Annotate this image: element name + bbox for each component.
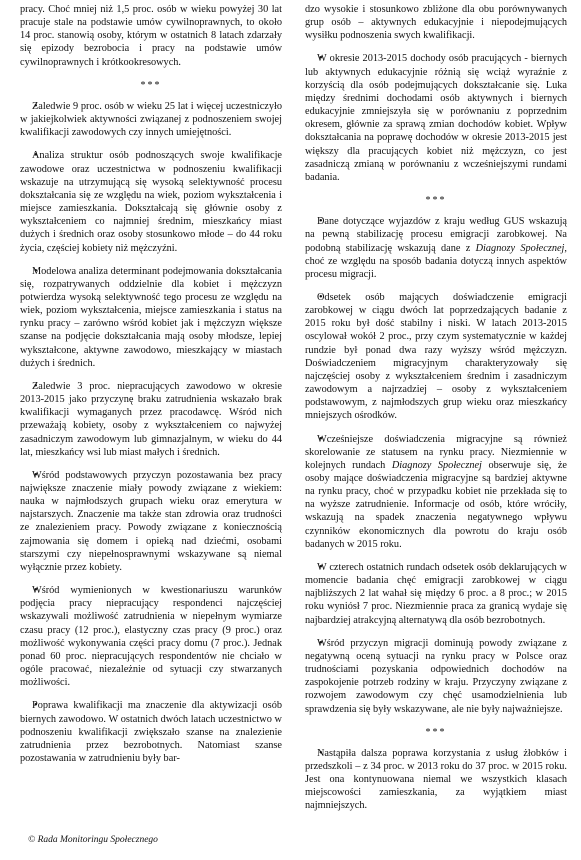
- copyright-footer: © Rada Monitoringu Społecznego: [28, 835, 158, 845]
- text-run: , choć ze względu na sposób badania dotyczą innych aspektów procesu migracji.: [305, 242, 567, 280]
- section-separator: ***: [425, 195, 447, 207]
- text-run: Wcześniejsze doświadczenia migracyjne są również skorelowanie ze statusem na rynku pracy. Niezmiennie w kolejnych rundach: [305, 433, 567, 471]
- bullet-paragraph: • Wśród przyczyn migracji dominują powody związane z negatywną oceną sytuacji na rynku pracy w Polsce oraz trudnościami pozyskania odpowiednich dochodów na zaspokojenie potrzeb rodziny w kraju. Przyczyny związane z rozwojem zawodowym czy chęć usamodzielnienia lub sprawdzenia się były wskazywane, ale nie były najważniejsze.: [305, 637, 567, 716]
- publication-title: Diagnozy Społecznej: [475, 242, 565, 254]
- bullet-paragraph: • Modelowa analiza determinant podejmowania dokształcania się, rozpatrywanych oddzielnie dla kobiet i mężczyzn potwierdza wysoką selektywność tego procesu ze względu na wiek, poziom wykształcenia, miejsce zamieszkania i status na rynku pracy – zarówno wśród kobiet jak i mężczyzn większe szanse na podjęcie dokształcania mają osoby młodsze, lepiej wykształcone, aktywne zawodowo, mieszkający w miastach dużych i średnich.: [20, 265, 282, 370]
- bullet-paragraph: • Poprawa kwalifikacji ma znaczenie dla aktywizacji osób biernych zawodowo. W ostatnich dwóch latach uczestnictwo w podnoszeniu kwalifikacji zwiększało szanse na znalezienie zatrudnienia przez bezrobotnych. Natomiast szanse pozostawania w zatrudnieniu były bar-: [20, 699, 282, 765]
- left-column: [20, 3, 282, 775]
- bullet-paragraph: • Nastąpiła dalsza poprawa korzystania z usług żłobków i przedszkoli – z 34 proc. w 2013 roku do 37 proc. w 2015 roku. Jest ona kontynuowana niemal we wszystkich klasach miejscowości zamieszkania, za wyjątkiem miast najmniejszych.: [305, 747, 567, 813]
- bullet-paragraph: • Wśród wymienionych w kwestionariuszu warunków podjęcia pracy niepracujący respondenci najczęściej wskazywali możliwość zatrudnienia w niepełnym wymiarze czasu pracy (12 proc.), elastyczny czas pracy (9 proc.) oraz możliwość wykonywania części pracy domu (7 proc.). Jednak ponad 60 proc. niepracujących respondentów nie chciało w ogóle pracować, niezależnie od sytuacji czy stwarzanych możliwości.: [20, 584, 282, 689]
- bullet-paragraph: • Zaledwie 3 proc. niepracujących zawodowo w okresie 2013-2015 jako przyczynę braku zatrudnienia wskazało brak kwalifikacji wymaganych przez pracodawcę. Wśród nich przeważają kobiety, osoby z wykształceniem co najwyżej zasadniczym zawodowym lub gimnazjalnym, w wieku do 44 lat, mieszkańcy wsi lub miast małych i średnich.: [20, 380, 282, 459]
- bullet-paragraph: [305, 215, 567, 281]
- paragraph-continuation: pracy. Choć mniej niż 1,5 proc. osób w wieku powyżej 30 lat pracuje stale na podstawie umów cywilnoprawnych, to około 14 proc. stanowią osoby, którym w ostatnich 8 latach zdarzały się epizody bezrobocia i pracy na podstawie umów cywilnoprawnych i krótkookresowych.: [20, 4, 282, 68]
- bullet-paragraph: • Odsetek osób mających doświadczenie emigracji zarobkowej w ciągu dwóch lat poprzedzających badanie z 2015 roku był dość stabilny i niski. W latach 2013-2015 oscylował wokół 2 proc., przy czym systematycznie w każdej rundzie był ponad dwa razy wyższy wśród mężczyzn. Doświadczeniem migracyjnym charakteryzowały się najczęściej osoby z wykształceniem średnim i zasadniczym zawodowym a najrzadziej – osoby z wykształceniem podstawowym, z najmłodszych grup wieku oraz mieszkańcy mniejszych ośrodków.: [305, 291, 567, 423]
- report-page: [20, 3, 568, 818]
- section-separator: ***: [140, 79, 162, 91]
- bullet-paragraph: [305, 433, 567, 551]
- publication-title: Diagnozy Społecznej: [391, 459, 482, 471]
- bullet-paragraph: • Analiza struktur osób podnoszących swoje kwalifikacje zawodowe oraz uczestnictwa w podnoszeniu kwalifikacji wskazuje na utrzymującą się wysoką selektywność procesu dokształcania się ze względu na wiek, poziom wykształcenia i miejsce zamieszkania. Dokształcają się głównie osoby z wykształceniem co najmniej średnim, mieszkańcy miast dużych i średnich oraz osoby stosunkowo młode – do 44 roku życia, częściej kobiety niż mężczyźni.: [20, 149, 282, 254]
- bullet-paragraph: • Zaledwie 9 proc. osób w wieku 25 lat i więcej uczestniczyło w jakiejkolwiek aktywności związanej z podnoszeniem swojej kwalifikacji zawodowych czy innych umiejętności.: [20, 100, 282, 139]
- section-separator: ***: [425, 726, 447, 738]
- bullet-paragraph: • W okresie 2013-2015 dochody osób pracujących - biernych lub aktywnych edukacyjnie różnią się wciąż wyraźnie z korzyścią dla osób podejmujących dokształcanie się. Luka między średnimi dochodami osób aktywnych i biernych edukacyjnie zmniejszyła się w porównaniu z poprzednim okresem, głównie za sprawą zmian dochodów kobiet. Wpływ dokształcania na poprawę dochodów w okresie 2013-2015 jest większy dla pracujących kobiet niż mężczyzn, co jest zasadniczą zmianą w porównaniu z wcześniejszymi rundami badania.: [305, 52, 567, 184]
- bullet-paragraph: • Wśród podstawowych przyczyn pozostawania bez pracy największe znaczenie miały powody związane z wiekiem: nauka w najmłodszych grupach wieku oraz emerytura w najstarszych. Znaczenie ma także stan zdrowia oraz trudności ze znalezieniem pracy. Powody związane z koniecznością zajmowania się domem i opieką nad dziećmi, osobami starszymi czy niepełnosprawnymi wskazywane są niemal wyłącznie przez kobiety.: [20, 469, 282, 574]
- bullet-paragraph: • W czterech ostatnich rundach odsetek osób deklarujących w momencie badania chęć emigracji zarobkowej w ciągu najbliższych 2 lat wahał się między 6 proc. a 8 proc.; w 2015 roku wyniósł 7 proc. Niezmiennie praca za granicą wydaje się najbardziej atrakcyjną alternatywą dla osób bezrobotnych.: [305, 561, 567, 627]
- right-column: [305, 3, 567, 823]
- text-run: Dane dotyczące wyjazdów z kraju według GUS wskazują na pewną stabilizację procesu emigracji zarobkowej. Na podobną stabilizację wskazują dane z: [305, 216, 567, 254]
- text-run: obserwuje się, że osoby mające doświadczenia migracyjne są bardziej aktywne na rynku pracy, choć w przypadku kobiet nie przekłada się to na wyższe zatrudnienie. Informacje od osób, które wróciły, wskazują na spadek znaczenia negatywnego wpływu czynników ekonomicznych dla powrotu do kraju osób badanych w 2015 roku.: [305, 459, 567, 550]
- paragraph-continuation: dzo wysokie i stosunkowo zbliżone dla obu porównywanych grup osób – aktywnych edukacyjnie i niepodejmujących wysiłku podnoszenia swych kwalifikacji.: [305, 4, 567, 42]
